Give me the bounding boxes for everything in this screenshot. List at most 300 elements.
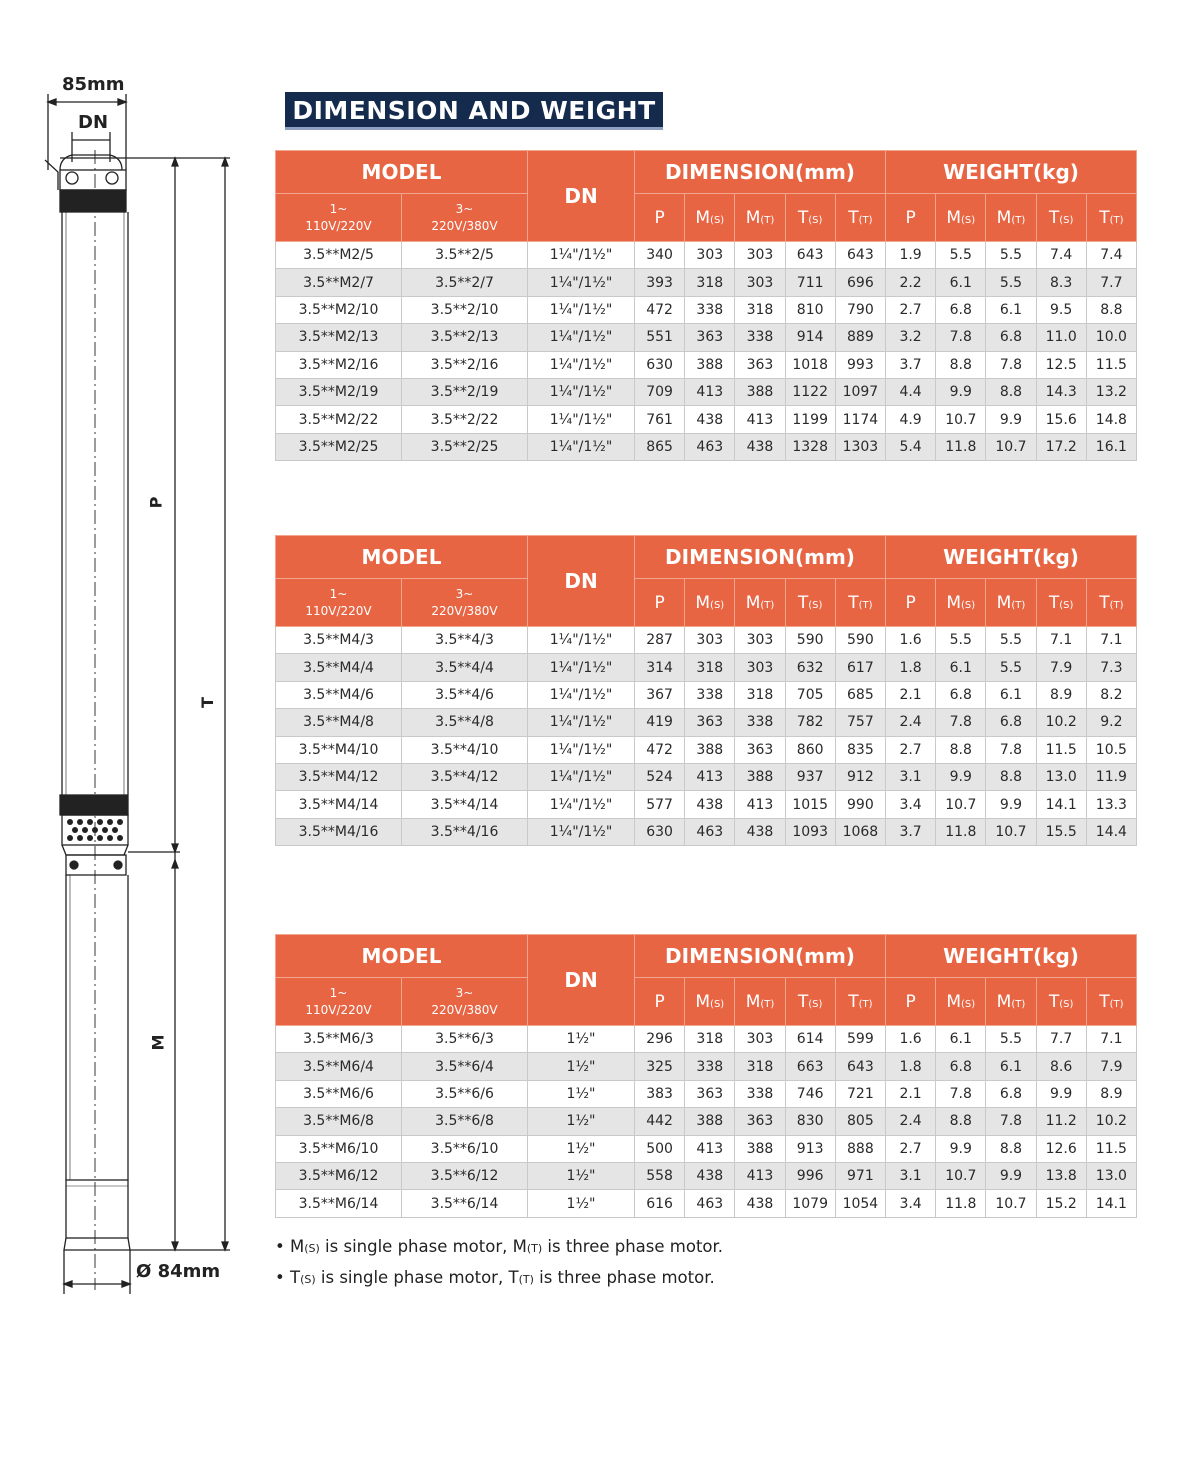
table-cell: 9.9 [936,1135,986,1162]
dimension-header: DIMENSION(mm) [635,151,886,194]
table-cell: 3.5**M4/12 [276,763,402,790]
table-cell: 10.7 [986,433,1036,460]
p-header: P [635,194,685,242]
table-cell: 8.6 [1036,1053,1086,1080]
m-t-header: M(T) [986,579,1036,627]
table-cell: 1174 [835,406,885,433]
footnotes [275,1232,723,1294]
page-title: DIMENSION AND WEIGHT [292,96,656,125]
table-cell: 13.0 [1036,763,1086,790]
table-cell: 3.5**M6/6 [276,1080,402,1107]
table-cell: 1½" [528,1190,635,1217]
table-cell: 8.9 [1036,681,1086,708]
table-cell: 3.5**2/16 [402,351,528,378]
note-symbol: T [289,1268,301,1287]
single-phase-header: 1~ 110V/220V [276,194,402,242]
table-cell: 643 [785,242,835,269]
table-cell: 7.8 [936,1080,986,1107]
three-phase-header: 3~ 220V/380V [402,978,528,1026]
table-cell: 1068 [835,818,885,845]
table-row [276,1190,1137,1217]
table-cell: 12.6 [1036,1135,1086,1162]
table-cell: 14.4 [1086,818,1136,845]
table-cell: 318 [735,1053,785,1080]
table-cell: 9.2 [1086,709,1136,736]
table-cell: 1¼"/1½" [528,709,635,736]
table-cell: 3.5**M2/22 [276,406,402,433]
table-cell: 472 [635,296,685,323]
note-text: is three phase motor. [542,1237,724,1256]
note-text: is single phase motor, [319,1237,513,1256]
m-t-header: M(T) [735,194,785,242]
table-cell: 632 [785,654,835,681]
table-cell: 363 [735,351,785,378]
t-t-header: T(T) [835,579,885,627]
table-cell: 663 [785,1053,835,1080]
table-cell: 318 [685,654,735,681]
table-cell: 388 [685,351,735,378]
table-cell: 11.8 [936,433,986,460]
dimension-header: DIMENSION(mm) [635,536,886,579]
table-cell: 3.5**2/7 [402,269,528,296]
table-cell: 3.5**M6/12 [276,1162,402,1189]
table-cell: 303 [735,269,785,296]
table-cell: 7.1 [1086,1026,1136,1053]
t-s-header: T(S) [785,194,835,242]
table-cell: 6.1 [936,1026,986,1053]
table-cell: 1½" [528,1053,635,1080]
table-cell: 500 [635,1135,685,1162]
table-row [276,1162,1137,1189]
table-cell: 363 [685,1080,735,1107]
pump-dimension-drawing [0,0,260,1454]
table-cell: 6.8 [936,1053,986,1080]
table-cell: 7.9 [1036,654,1086,681]
table-cell: 10.7 [986,1190,1036,1217]
note-symbol: T [508,1268,519,1287]
table-cell: 888 [835,1135,885,1162]
table-cell: 9.9 [936,763,986,790]
dimension-header: DIMENSION(mm) [635,935,886,978]
table-cell: 388 [685,1108,735,1135]
table-cell: 3.5**M6/14 [276,1190,402,1217]
table-cell: 1328 [785,433,835,460]
table-cell: 4.4 [886,378,936,405]
table-cell: 318 [685,1026,735,1053]
table-row [276,296,1137,323]
table-cell: 3.5**6/4 [402,1053,528,1080]
table-cell: 2.4 [886,709,936,736]
table-cell: 338 [685,1053,735,1080]
table-cell: 7.1 [1036,627,1086,654]
table-row [276,1108,1137,1135]
table-cell: 9.5 [1036,296,1086,323]
table-cell: 7.4 [1036,242,1086,269]
table-cell: 413 [735,1162,785,1189]
table-cell: 3.5**4/4 [402,654,528,681]
table-cell: 3.5**6/14 [402,1190,528,1217]
table-cell: 7.8 [936,324,986,351]
table-cell: 363 [735,736,785,763]
table-cell: 3.5**6/10 [402,1135,528,1162]
table-cell: 6.8 [986,324,1036,351]
table-cell: 5.5 [986,269,1036,296]
note-symbol: M [512,1237,527,1256]
table-row [276,681,1137,708]
table-cell: 15.6 [1036,406,1086,433]
table-cell: 2.7 [886,736,936,763]
table-cell: 11.2 [1036,1108,1086,1135]
table-cell: 3.5**2/10 [402,296,528,323]
table-cell: 438 [735,818,785,845]
table-cell: 463 [685,1190,735,1217]
table-cell: 685 [835,681,885,708]
table-cell: 338 [685,296,735,323]
model-header: MODEL [276,935,528,978]
table-cell: 5.5 [986,627,1036,654]
p-header: P [635,978,685,1026]
table-cell: 3.5**M4/4 [276,654,402,681]
table-cell: 438 [685,791,735,818]
table-cell: 912 [835,763,885,790]
p-header: P [886,579,936,627]
table-cell: 340 [635,242,685,269]
m-s-header: M(S) [936,978,986,1026]
table-cell: 805 [835,1108,885,1135]
table-cell: 524 [635,763,685,790]
table-cell: 3.5**M6/10 [276,1135,402,1162]
table-cell: 10.7 [936,1162,986,1189]
table-cell: 5.5 [986,654,1036,681]
table-row [276,818,1137,845]
table-cell: 3.5**4/10 [402,736,528,763]
table-cell: 1¼"/1½" [528,269,635,296]
table-cell: 10.7 [936,406,986,433]
table-row [276,324,1137,351]
table-cell: 3.5**2/5 [402,242,528,269]
table-row [276,433,1137,460]
table-cell: 830 [785,1108,835,1135]
table-cell: 1¼"/1½" [528,324,635,351]
table-cell: 3.5**M2/13 [276,324,402,351]
table-cell: 3.5**M4/3 [276,627,402,654]
table-cell: 10.5 [1086,736,1136,763]
table-cell: 643 [835,1053,885,1080]
t-t-header: T(T) [835,978,885,1026]
table-cell: 338 [735,1080,785,1107]
page-title-bar [285,92,663,130]
table-cell: 10.7 [986,818,1036,845]
table-row [276,1080,1137,1107]
table-cell: 1¼"/1½" [528,242,635,269]
table-cell: 1¼"/1½" [528,791,635,818]
m-s-header: M(S) [685,194,735,242]
table-cell: 318 [735,681,785,708]
m-s-header: M(S) [685,579,735,627]
note-symbol: M [289,1237,305,1256]
table-cell: 1¼"/1½" [528,296,635,323]
table-cell: 9.9 [986,1162,1036,1189]
table-cell: 6.1 [936,269,986,296]
table-cell: 10.0 [1086,324,1136,351]
table-cell: 393 [635,269,685,296]
single-phase-header: 1~ 110V/220V [276,978,402,1026]
table-cell: 13.3 [1086,791,1136,818]
table-cell: 413 [685,378,735,405]
table-cell: 8.8 [986,1135,1036,1162]
table-cell: 442 [635,1108,685,1135]
m-s-header: M(S) [685,978,735,1026]
table-cell: 990 [835,791,885,818]
table-cell: 3.5**M6/8 [276,1108,402,1135]
table-cell: 7.8 [986,1108,1036,1135]
t-dimension-label: T [197,697,217,708]
table-cell: 463 [685,433,735,460]
width-85mm-label: 85mm [62,74,125,95]
table-cell: 810 [785,296,835,323]
table-cell: 438 [685,406,735,433]
table-cell: 338 [735,324,785,351]
table-cell: 472 [635,736,685,763]
table-row [276,736,1137,763]
table-cell: 1¼"/1½" [528,351,635,378]
table-cell: 3.2 [886,324,936,351]
table-cell: 2.4 [886,1108,936,1135]
table-cell: 318 [685,269,735,296]
table-cell: 3.5**M2/10 [276,296,402,323]
table-cell: 413 [685,763,735,790]
t-s-header: T(S) [785,579,835,627]
table-cell: 3.5**4/12 [402,763,528,790]
note-subscript: (T) [518,1273,534,1286]
table-cell: 1¼"/1½" [528,654,635,681]
model-header: MODEL [276,151,528,194]
bullet: • [275,1268,285,1287]
table-cell: 14.1 [1086,1190,1136,1217]
p-dimension-label: P [146,496,166,509]
three-phase-header: 3~ 220V/380V [402,579,528,627]
table-cell: 757 [835,709,885,736]
table-cell: 413 [685,1135,735,1162]
table-cell: 696 [835,269,885,296]
table-cell: 599 [835,1026,885,1053]
table-cell: 303 [735,242,785,269]
t-t-header: T(T) [1086,194,1136,242]
t-s-header: T(S) [1036,579,1086,627]
table-row [276,351,1137,378]
m-s-header: M(S) [936,579,986,627]
p-header: P [886,978,936,1026]
table-cell: 1079 [785,1190,835,1217]
table-cell: 11.0 [1036,324,1086,351]
diameter-84mm-label: Ø 84mm [136,1261,221,1282]
table-cell: 711 [785,269,835,296]
spec-table-m4 [275,535,1137,846]
table-cell: 10.2 [1086,1108,1136,1135]
table-cell: 11.9 [1086,763,1136,790]
table-row [276,269,1137,296]
table-cell: 338 [685,681,735,708]
table-cell: 13.0 [1086,1162,1136,1189]
table-cell: 7.8 [986,736,1036,763]
table-cell: 1097 [835,378,885,405]
table-cell: 6.1 [936,654,986,681]
table-cell: 617 [835,654,885,681]
table-cell: 413 [735,406,785,433]
m-t-header: M(T) [735,978,785,1026]
table-cell: 15.2 [1036,1190,1086,1217]
table-cell: 1199 [785,406,835,433]
table-cell: 7.3 [1086,654,1136,681]
table-cell: 388 [735,378,785,405]
table-cell: 11.5 [1086,351,1136,378]
table-cell: 1¼"/1½" [528,681,635,708]
table-cell: 8.3 [1036,269,1086,296]
table-cell: 3.5**4/3 [402,627,528,654]
table-cell: 1018 [785,351,835,378]
table-cell: 363 [735,1108,785,1135]
t-t-header: T(T) [1086,579,1136,627]
table-cell: 1½" [528,1080,635,1107]
table-cell: 9.9 [986,406,1036,433]
table-row [276,627,1137,654]
table-cell: 1303 [835,433,885,460]
table-cell: 8.8 [1086,296,1136,323]
table-cell: 630 [635,351,685,378]
table-cell: 3.5**M6/3 [276,1026,402,1053]
table-cell: 3.1 [886,1162,936,1189]
table-cell: 7.9 [1086,1053,1136,1080]
table-cell: 558 [635,1162,685,1189]
table-cell: 388 [685,736,735,763]
spec-table-m2 [275,150,1137,461]
table-cell: 303 [685,627,735,654]
table-cell: 8.8 [936,1108,986,1135]
table-cell: 363 [685,709,735,736]
table-cell: 6.8 [936,296,986,323]
dn-header: DN [528,536,635,627]
table-cell: 6.1 [986,296,1036,323]
table-cell: 7.4 [1086,242,1136,269]
table-cell: 3.5**4/16 [402,818,528,845]
table-cell: 6.1 [986,681,1036,708]
table-cell: 4.9 [886,406,936,433]
table-cell: 705 [785,681,835,708]
table-cell: 3.5**4/14 [402,791,528,818]
table-cell: 1122 [785,378,835,405]
table-cell: 3.5**M4/8 [276,709,402,736]
table-cell: 8.8 [936,351,986,378]
table-cell: 17.2 [1036,433,1086,460]
table-cell: 9.9 [1036,1080,1086,1107]
table-cell: 614 [785,1026,835,1053]
m-dimension-label: M [148,1034,168,1051]
table-cell: 438 [735,433,785,460]
table-cell: 296 [635,1026,685,1053]
table-cell: 3.5**M2/19 [276,378,402,405]
table-row [276,654,1137,681]
table-cell: 8.2 [1086,681,1136,708]
table-cell: 1093 [785,818,835,845]
table-cell: 438 [735,1190,785,1217]
table-cell: 3.1 [886,763,936,790]
table-cell: 790 [835,296,885,323]
table-cell: 913 [785,1135,835,1162]
table-cell: 13.2 [1086,378,1136,405]
table-cell: 3.5**2/22 [402,406,528,433]
table-cell: 419 [635,709,685,736]
table-cell: 709 [635,378,685,405]
table-cell: 303 [735,1026,785,1053]
table-cell: 7.7 [1086,269,1136,296]
table-cell: 3.5**2/19 [402,378,528,405]
model-header: MODEL [276,536,528,579]
table-cell: 367 [635,681,685,708]
table-cell: 388 [735,1135,785,1162]
table-cell: 8.8 [986,763,1036,790]
dn-label: DN [78,112,109,133]
table-cell: 12.5 [1036,351,1086,378]
table-cell: 413 [735,791,785,818]
table-cell: 6.1 [986,1053,1036,1080]
table-cell: 5.5 [986,1026,1036,1053]
table-cell: 1.6 [886,627,936,654]
table-cell: 1¼"/1½" [528,406,635,433]
table-cell: 1¼"/1½" [528,433,635,460]
table-cell: 8.8 [936,736,986,763]
table-cell: 3.5**6/6 [402,1080,528,1107]
table-cell: 3.5**6/3 [402,1026,528,1053]
table-cell: 7.7 [1036,1026,1086,1053]
table-cell: 3.5**M2/5 [276,242,402,269]
table-cell: 1½" [528,1108,635,1135]
table-cell: 11.8 [936,1190,986,1217]
table-cell: 363 [685,324,735,351]
table-cell: 3.5**4/6 [402,681,528,708]
table-cell: 1½" [528,1026,635,1053]
table-cell: 8.8 [986,378,1036,405]
table-cell: 3.5**M4/6 [276,681,402,708]
table-cell: 383 [635,1080,685,1107]
table-cell: 5.5 [936,627,986,654]
note-subscript: (S) [300,1273,316,1286]
table-cell: 314 [635,654,685,681]
t-s-header: T(S) [1036,194,1086,242]
table-cell: 13.8 [1036,1162,1086,1189]
m-t-header: M(T) [735,579,785,627]
table-cell: 835 [835,736,885,763]
table-cell: 3.5**M6/4 [276,1053,402,1080]
table-cell: 3.7 [886,351,936,378]
table-cell: 14.3 [1036,378,1086,405]
table-cell: 3.4 [886,1190,936,1217]
table-row [276,1135,1137,1162]
table-cell: 3.5**4/8 [402,709,528,736]
table-row [276,791,1137,818]
t-t-header: T(T) [835,194,885,242]
table-cell: 1¼"/1½" [528,378,635,405]
table-cell: 1.8 [886,1053,936,1080]
table-cell: 761 [635,406,685,433]
table-cell: 303 [735,654,785,681]
p-header: P [886,194,936,242]
table-cell: 3.5**M2/25 [276,433,402,460]
table-cell: 3.5**2/13 [402,324,528,351]
table-cell: 1¼"/1½" [528,736,635,763]
table-cell: 2.7 [886,1135,936,1162]
table-cell: 3.5**M4/10 [276,736,402,763]
m-t-header: M(T) [986,978,1036,1026]
